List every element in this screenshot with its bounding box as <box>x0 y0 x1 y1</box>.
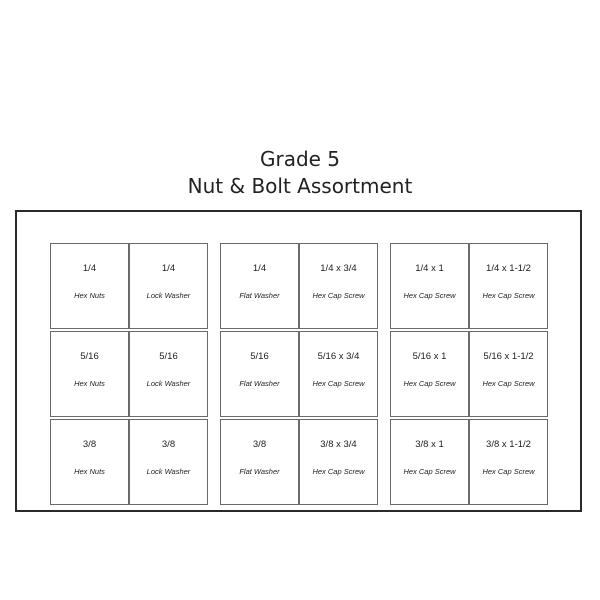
compartment-group-3 <box>390 243 552 507</box>
compartment-size-label: 5/16 <box>250 351 269 362</box>
compartment <box>129 243 208 329</box>
compartment-type-label: Hex Nuts <box>74 379 105 388</box>
title-assortment: Nut & Bolt Assortment <box>187 174 413 198</box>
compartment-type-label: Hex Cap Screw <box>403 467 456 476</box>
compartment-type-label: Hex Nuts <box>74 467 105 476</box>
compartment <box>50 419 129 505</box>
compartment-size-label: 3/8 x 3/4 <box>320 439 357 450</box>
compartment-size-label: 1/4 x 1 <box>415 263 444 274</box>
compartment-size-label: 5/16 <box>80 351 99 362</box>
compartment-type-label: Flat Washer <box>239 467 280 476</box>
compartment-type-label: Hex Cap Screw <box>482 291 535 300</box>
compartment-size-label: 1/4 <box>82 263 97 274</box>
compartment-type-label: Lock Washer <box>146 291 191 300</box>
compartment <box>129 419 208 505</box>
compartment <box>220 243 299 329</box>
compartment-size-label: 3/8 <box>82 439 97 450</box>
compartment-group-2 <box>220 243 382 507</box>
compartment-size-label: 3/8 <box>161 439 176 450</box>
compartment <box>220 331 299 417</box>
compartment-size-label: 3/8 x 1-1/2 <box>486 439 531 450</box>
compartment <box>299 243 378 329</box>
compartment-type-label: Hex Cap Screw <box>312 291 365 300</box>
compartment-type-label: Hex Cap Screw <box>482 467 535 476</box>
compartment-size-label: 5/16 x 3/4 <box>317 351 360 362</box>
compartment-size-label: 1/4 x 1-1/2 <box>486 263 531 274</box>
compartment-type-label: Hex Cap Screw <box>312 379 365 388</box>
compartment-type-label: Lock Washer <box>146 467 191 476</box>
compartment <box>469 419 548 505</box>
compartment-type-label: Hex Cap Screw <box>403 379 456 388</box>
compartment <box>50 243 129 329</box>
compartment <box>299 419 378 505</box>
compartment-type-label: Flat Washer <box>239 291 280 300</box>
compartment-size-label: 5/16 x 1-1/2 <box>483 351 534 362</box>
compartment <box>469 243 548 329</box>
compartment-type-label: Hex Cap Screw <box>403 291 456 300</box>
compartment <box>390 243 469 329</box>
compartment-type-label: Flat Washer <box>239 379 280 388</box>
compartment <box>390 331 469 417</box>
compartment-group-1 <box>50 243 212 507</box>
compartment-size-label: 1/4 <box>252 263 267 274</box>
compartment <box>220 419 299 505</box>
assortment-tray <box>15 210 582 512</box>
compartment-size-label: 3/8 x 1 <box>415 439 444 450</box>
compartment-size-label: 5/16 <box>159 351 178 362</box>
compartment-type-label: Lock Washer <box>146 379 191 388</box>
compartment-size-label: 1/4 <box>161 263 176 274</box>
page-title <box>0 146 600 200</box>
compartment-type-label: Hex Cap Screw <box>482 379 535 388</box>
compartment-size-label: 1/4 x 3/4 <box>320 263 357 274</box>
compartment-size-label: 3/8 <box>252 439 267 450</box>
compartment <box>469 331 548 417</box>
compartment <box>299 331 378 417</box>
compartment-type-label: Hex Nuts <box>74 291 105 300</box>
compartment-type-label: Hex Cap Screw <box>312 467 365 476</box>
compartment <box>50 331 129 417</box>
compartment <box>390 419 469 505</box>
title-grade: Grade 5 <box>259 147 341 171</box>
compartment-size-label: 5/16 x 1 <box>412 351 447 362</box>
compartment <box>129 331 208 417</box>
